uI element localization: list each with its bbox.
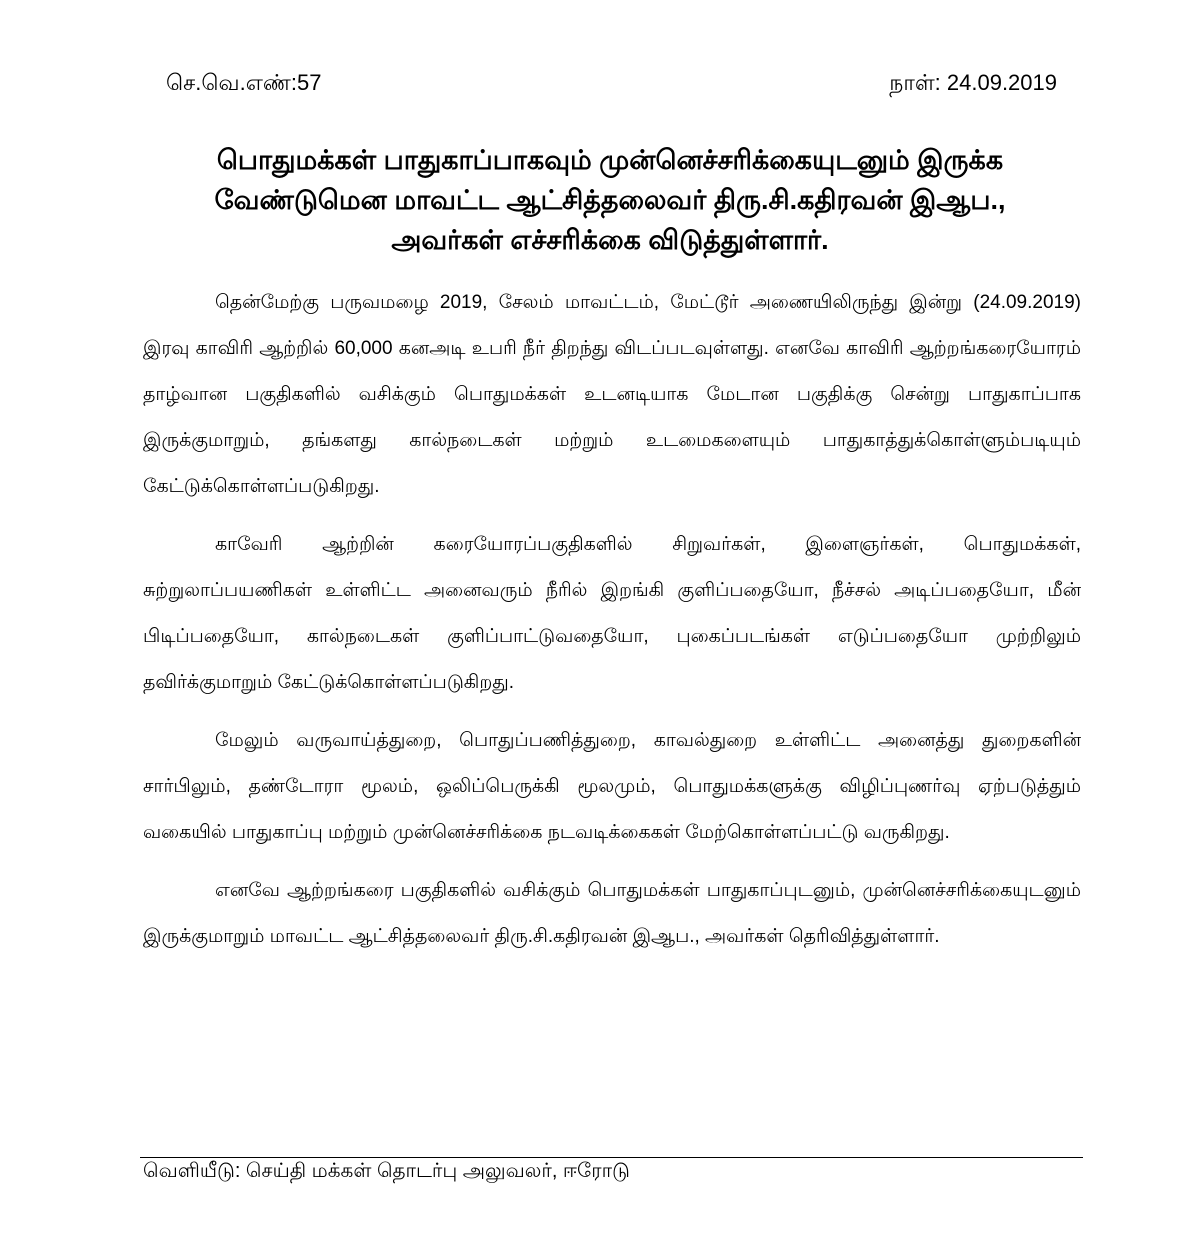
title-line-1: பொதுமக்கள் பாதுகாப்பாகவும் முன்னெச்சரிக்கையுடனும் இருக்க bbox=[216, 145, 1004, 175]
title-line-2: வேண்டுமென மாவட்ட ஆட்சித்தலைவர் திரு.சி.கதிரவன் இஆப., bbox=[214, 185, 1006, 215]
paragraph-1: தென்மேற்கு பருவமழை 2019, சேலம் மாவட்டம், மேட்டூர் அணையிலிருந்து இன்று (24.09.2019) இரவு காவிரி ஆற்றில் 60,000 கனஅடி உபரி நீர் திறந்து விடப்படவுள்ளது. எனவே காவிரி ஆற்றங்கரையோரம் தாழ்வான பகுதிகளில் வசிக்கும் பொதுமக்கள் உடனடியாக மேடான பகுதிக்கு சென்று பாதுகாப்பாக இருக்குமாறும், தங்களது கால்நடைகள் மற்றும் உடமைகளையும் பாதுகாத்துக்கொள்ளும்படியும் கேட்டுக்கொள்ளப்படுகிறது. bbox=[143, 292, 1081, 497]
body-text bbox=[143, 280, 1081, 972]
paragraph-2: காவேரி ஆற்றின் கரையோரப்பகுதிகளில் சிறுவர்கள், இளைஞர்கள், பொதுமக்கள், சுற்றுலாப்பயணிகள் உள்ளிட்ட அனைவரும் நீரில் இறங்கி குளிப்பதையோ, நீச்சல் அடிப்பதையோ, மீன் பிடிப்பதையோ, கால்நடைகள் குளிப்பாட்டுவதையோ, புகைப்படங்கள் எடுப்பதையோ முற்றிலும் தவிர்க்குமாறும் கேட்டுக்கொள்ளப்படுகிறது. bbox=[143, 534, 1081, 693]
footer-issued-by: வெளியீடு: செய்தி மக்கள் தொடர்பு அலுவலர், ஈரோடு bbox=[143, 1160, 630, 1182]
header-row bbox=[166, 70, 1057, 100]
page-title bbox=[140, 140, 1080, 260]
paragraph-3: மேலும் வருவாய்த்துறை, பொதுப்பணித்துறை, காவல்துறை உள்ளிட்ட அனைத்து துறைகளின் சார்பிலும், தண்டோரா மூலம், ஒலிப்பெருக்கி மூலமும், பொதுமக்களுக்கு விழிப்புணர்வு ஏற்படுத்தும் வகையில் பாதுகாப்பு மற்றும் முன்னெச்சரிக்கை நடவடிக்கைகள் மேற்கொள்ளப்பட்டு வருகிறது. bbox=[143, 730, 1081, 843]
press-release-number: செ.வெ.எண்:57 bbox=[166, 70, 322, 95]
press-release-date: நாள்: 24.09.2019 bbox=[889, 70, 1057, 95]
title-line-3: அவர்கள் எச்சரிக்கை விடுத்துள்ளார். bbox=[391, 225, 829, 255]
paragraph-4: எனவே ஆற்றங்கரை பகுதிகளில் வசிக்கும் பொதுமக்கள் பாதுகாப்புடனும், முன்னெச்சரிக்கையுடனும் இருக்குமாறும் மாவட்ட ஆட்சித்தலைவர் திரு.சி.கதிரவன் இஆப., அவர்கள் தெரிவித்துள்ளார். bbox=[143, 880, 1081, 947]
